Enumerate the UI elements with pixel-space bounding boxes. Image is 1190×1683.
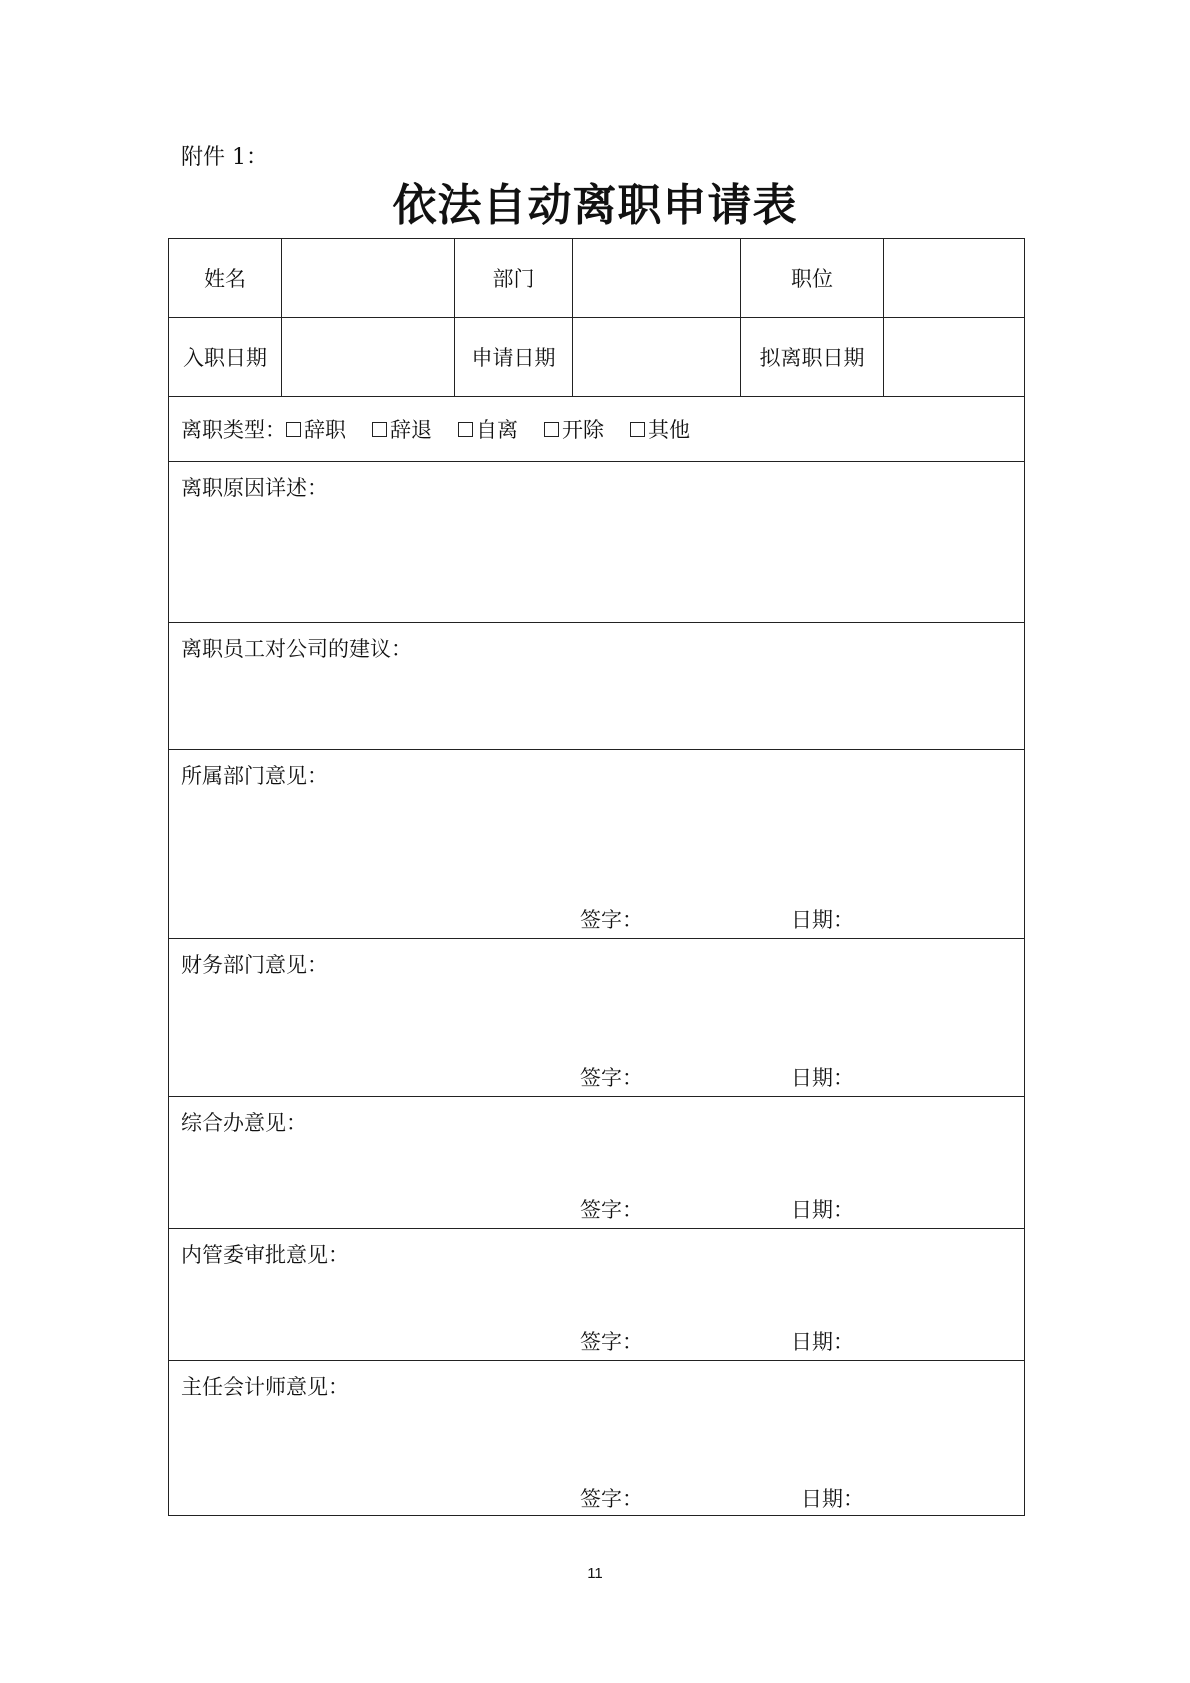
checkbox-icon[interactable]	[372, 422, 387, 437]
option-other[interactable]: 其他	[630, 414, 690, 444]
resignation-form	[168, 238, 1025, 1516]
department-label: 部门	[455, 239, 573, 317]
checkbox-icon[interactable]	[286, 422, 301, 437]
sign-label: 签字：	[580, 1198, 643, 1222]
finance-opinion-label: 财务部门意见：	[181, 953, 328, 977]
hire-date-field[interactable]	[282, 318, 455, 396]
date-label: 日期：	[791, 1066, 854, 1090]
apply-date-label: 申请日期	[455, 318, 573, 396]
form-title: 依法自动离职申请表	[392, 180, 798, 231]
reason-label: 离职原因详述：	[181, 476, 328, 500]
attachment-label: 附件 1：	[181, 145, 268, 170]
checkbox-icon[interactable]	[544, 422, 559, 437]
chief-accountant-opinion-section[interactable]	[169, 1361, 1024, 1517]
suggestion-section[interactable]	[169, 623, 1024, 750]
option-dismiss[interactable]: 辞退	[372, 414, 432, 444]
leave-type-line	[181, 397, 716, 461]
dept-opinion-label: 所属部门意见：	[181, 764, 328, 788]
sign-label: 签字：	[580, 1066, 643, 1090]
sign-label: 签字：	[580, 1330, 643, 1354]
planned-leave-date-label: 拟离职日期	[741, 318, 884, 396]
planned-leave-date-field[interactable]	[884, 318, 1024, 396]
position-label: 职位	[741, 239, 884, 317]
committee-opinion-section[interactable]	[169, 1229, 1024, 1361]
sign-label: 签字：	[580, 1487, 643, 1511]
option-expel[interactable]: 开除	[544, 414, 604, 444]
office-opinion-label: 综合办意见：	[181, 1111, 307, 1135]
office-opinion-section[interactable]	[169, 1097, 1024, 1229]
option-self-leave[interactable]: 自离	[458, 414, 518, 444]
finance-opinion-section[interactable]	[169, 939, 1024, 1097]
position-field[interactable]	[884, 239, 1024, 317]
date-label: 日期：	[791, 1198, 854, 1222]
apply-date-field[interactable]	[573, 318, 741, 396]
reason-section[interactable]	[169, 462, 1024, 623]
dept-opinion-section[interactable]	[169, 750, 1024, 939]
committee-opinion-label: 内管委审批意见：	[181, 1243, 349, 1267]
checkbox-icon[interactable]	[630, 422, 645, 437]
leave-type-row	[169, 397, 1024, 462]
date-label: 日期：	[801, 1487, 864, 1511]
department-field[interactable]	[573, 239, 741, 317]
basic-info-row-1	[169, 239, 1024, 318]
leave-type-label: 离职类型：	[181, 418, 286, 442]
option-resign[interactable]: 辞职	[286, 414, 346, 444]
sign-label: 签字：	[580, 908, 643, 932]
page-number: 11	[587, 1565, 603, 1582]
hire-date-label: 入职日期	[169, 318, 282, 396]
checkbox-icon[interactable]	[458, 422, 473, 437]
basic-info-row-2	[169, 318, 1024, 397]
date-label: 日期：	[791, 1330, 854, 1354]
suggestion-label: 离职员工对公司的建议：	[181, 637, 412, 661]
name-label: 姓名	[169, 239, 282, 317]
date-label: 日期：	[791, 908, 854, 932]
name-field[interactable]	[282, 239, 455, 317]
chief-accountant-opinion-label: 主任会计师意见：	[181, 1375, 349, 1399]
